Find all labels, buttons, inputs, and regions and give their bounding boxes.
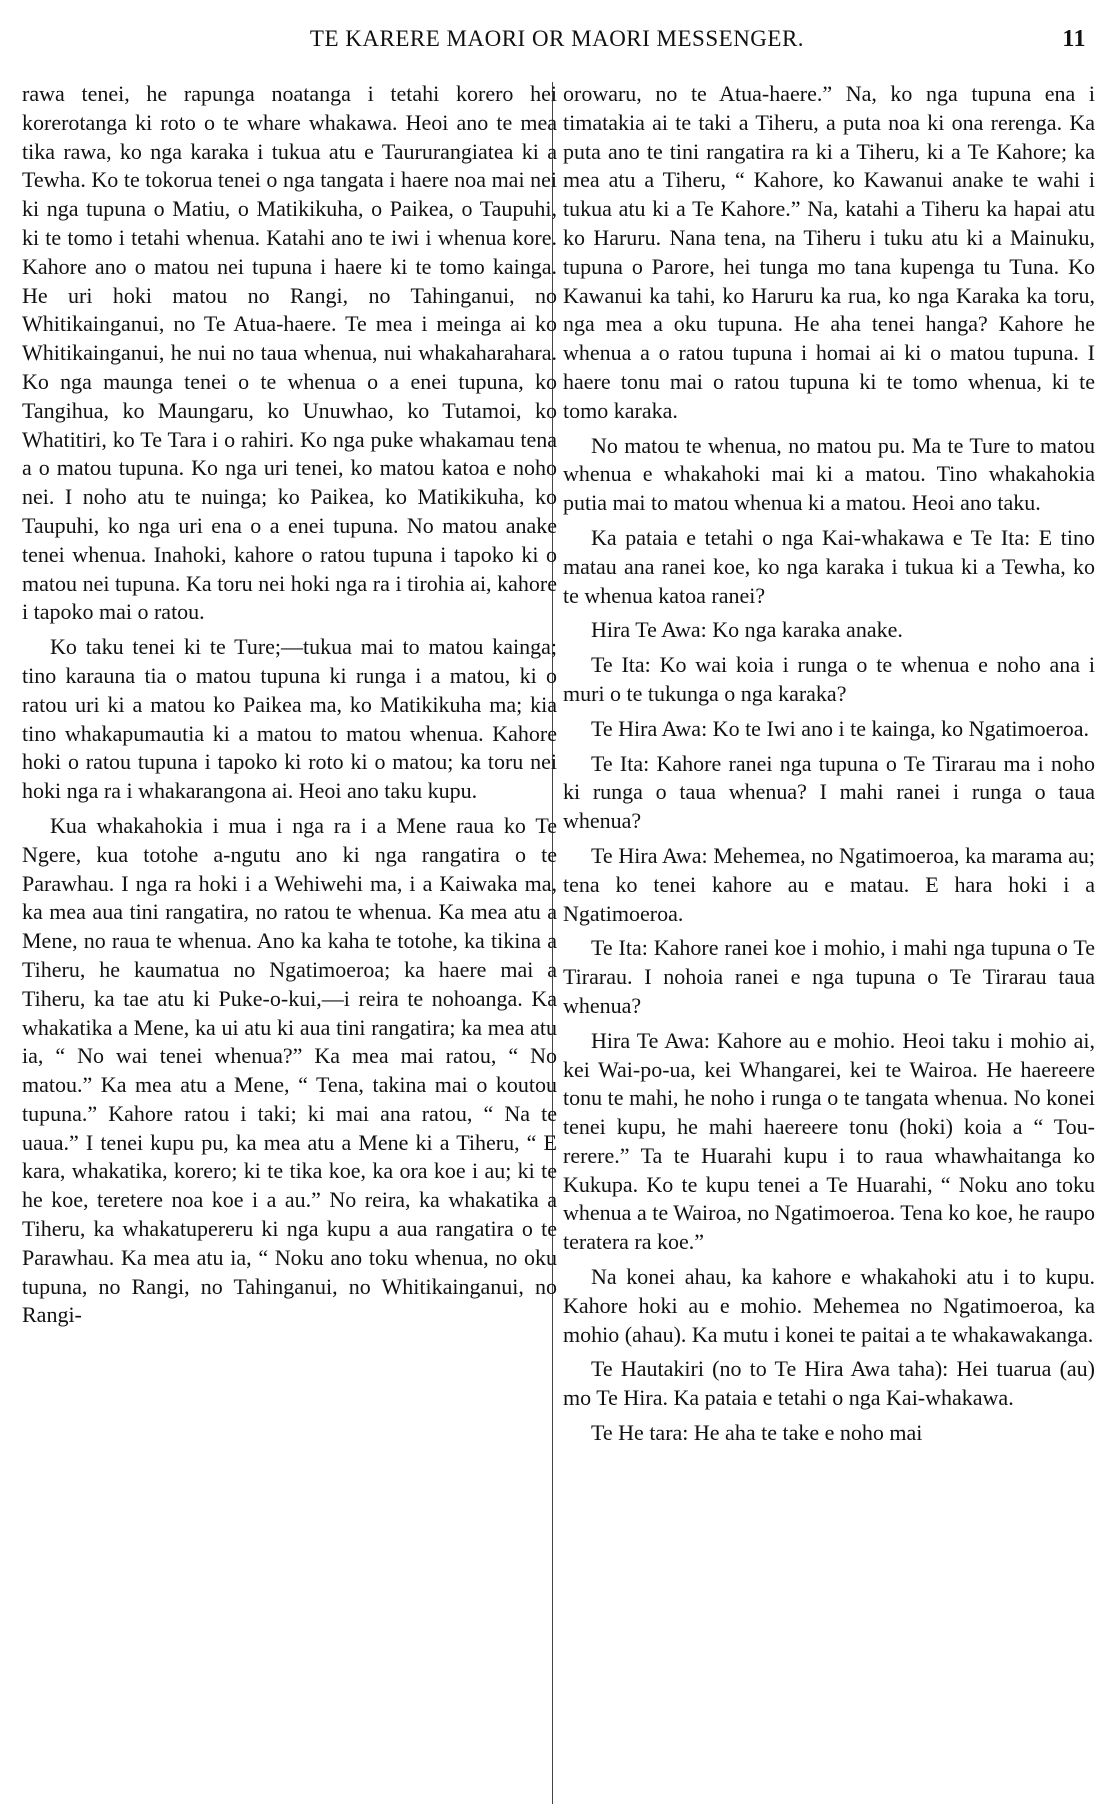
paragraph: Na konei ahau, ka kahore e whakahoki atu i to kupu. Kahore hoki au e mohio. Mehemea no Ngatimoeroa, ka mohio (ahau). Ka mutu i konei te paitai a te whakawakanga. <box>563 1264 1095 1347</box>
page-header <box>10 26 1104 60</box>
paragraph: Hira Te Awa: Kahore au e mohio. Heoi taku i mohio ai, kei Wai-po-ua, kei Whangarei, kei te Wairoa. He haereere tonu te mahi, he noho i runga o te tangata whenua. No konei tenei kupu, he mahi haereere tonu (hoki) koia a “ Tou-rerere.” Ta te Huarahi kupu i to raua whawhaitanga ko Kukupa. Ko te kupu tenei a Te Huarahi, “ Noku ano toku whenua a te Wairoa, no Ngatimoeroa. Tena ko koe, he raupo teratera ra koe.” <box>563 1027 1095 1255</box>
paragraph: orowaru, no te Atua-haere.” Na, ko nga tupuna ena i timatakia ai te taki a Tiheru, a puta noa ki ona rerenga. Ka puta ano te tini rangatira ra ki a Tiheru, ki a Te Kahore; ka mea atu a Tiheru, “ Kahore, ko Kawanui anake te wahi i tukua atu ki a Te Kahore.” Na, katahi a Tiheru ka hapai atu ko Haruru. Nana tena, na Tiheru i tuku atu ki a Mainuku, tupuna o Parore, hei tunga mo tana kupenga tu Tuna. Ko Kawanui ka tahi, ko Haruru ka rua, ko nga Karaka ka toru, nga mea a oku tupuna. He aha tenei hanga? Kahore he whenua a o ratou tupuna i homai ai ki o matou tupuna. I haere tonu mai o ratou tupuna ki te tomo whenua, ki te tomo karaka. <box>563 81 1095 423</box>
paragraph: Te Ita: Ko wai koia i runga o te whenua e noho ana i muri o te tukunga o nga karaka? <box>563 652 1095 706</box>
paragraph: Ka pataia e tetahi o nga Kai-whakawa e Te Ita: E tino matau ana ranei koe, ko nga karaka i tukua ki a Tewha, ko te whenua katoa ranei? <box>563 524 1095 608</box>
paragraph: Te Hira Awa: Ko te Iwi ano i te kainga, ko Ngatimoeroa. <box>591 715 1090 741</box>
paragraph: Te Ita: Kahore ranei koe i mohio, i mahi nga tupuna o Te Tirarau. I nohoia ranei e nga tupuna o Te Tirarau taua whenua? <box>563 935 1095 1018</box>
paragraph: Ko taku tenei ki te Ture;—tukua mai to matou kainga; tino karauna tia o matou tupuna ki runga i a matou, ki o ratou uri ki a matou ko Paikea ma, ko Matikikuha ma; kia tino whakapumautia ki a matou to matou whenua. Kahore hoki o ratou tupuna i tapoko ki roto ki o matou; ka toru nei hoki nga ra i whakarangona ai. Heoi ano taku kupu. <box>22 634 557 804</box>
paragraph: rawa tenei, he rapunga noatanga i tetahi korero hei korerotanga ki roto o te whare whakawa. Heoi ano te mea tika rawa, ko nga karaka i tukua atu e Taururangiatea ki a Tewha. Ko te tokorua tenei o nga tangata i haere noa mai nei ki nga tupuna o Matiu, o Matikikuha, o Paikea, o Taupuhi, ki te tomo i tetahi whenua. Katahi ano te iwi i whenua kore. Kahore ano o matou nei tupuna i haere ki te tomo kainga. He uri hoki matou no Rangi, no Tahinganui, no Whitikainganui, no Te Atua-haere. Te mea i meinga ai ko Whitikainganui, he nui no taua whenua, nui whakaharahara. Ko nga maunga tenei o te whenua o a enei tupuna, ko Tangihua, ko Maungaru, ko Unuwhao, ko Tutamoi, ko Whatitiri, ko Te Tara i o rahiri. Ko nga puke whakamau tena a o matou tupuna. Ko nga uri tenei, ko matou katoa e noho nei. I noho atu te nuinga; ko Paikea, ko Matikikuha, ko Taupuhi, ko nga uri ena o a enei tupuna. No matou anake tenei whenua. Inahoki, kahore o ratou tupuna i tapoko ki o matou nei tupuna. Ka toru nei hoki nga ra i tirohia ai, kahore i tapoko mai o ratou. <box>22 81 557 625</box>
page-number: 11 <box>1062 26 1086 52</box>
left-column <box>22 80 557 1336</box>
paragraph: Te Ita: Kahore ranei nga tupuna o Te Tirarau ma i noho ki runga o taua whenua? I mahi ranei i runga o taua whenua? <box>563 750 1095 834</box>
paragraph: Hira Te Awa: Ko nga karaka anake. <box>591 617 903 643</box>
paragraph: Te Hira Awa: Mehemea, no Ngatimoeroa, ka marama au; tena ko tenei kahore au e matau. E hara hoki i a Ngatimoeroa. <box>563 842 1095 926</box>
publication-title: TE KARERE MAORI OR MAORI MESSENGER. <box>309 26 805 51</box>
paragraph: Te Hautakiri (no to Te Hira Awa taha): Hei tuarua (au) mo Te Hira. Ka pataia e tetahi o nga Kai-whakawa. <box>563 1356 1095 1411</box>
right-column <box>563 80 1095 1454</box>
paragraph: Kua whakahokia i mua i nga ra i a Mene raua ko Te Ngere, kua totohe a-ngutu ano ki nga rangatira o te Parawhau. I nga ra hoki i a Wehiwehi ma, i a Kaiwaka ma, ka mea aua tini rangatira, no ratou te whenua. Ka mea atu a Mene, no raua te whenua. Ano ka kaha te totohe, ka tikina a Tiheru, he kaumatua no Ngatimoeroa; ka haere mai a Tiheru, ka tae atu ki Puke-o-kui,—i reira te nohoanga. Ka whakatika a Mene, ka ui atu ki aua tini rangatira; ka mea atu ia, “ No wai tenei whenua?” Ka mea mai ratou, “ No matou.” Ka mea atu a Mene, “ Tena, takina mai o koutou tupuna.” Kahore ratou i taki; ki mai ana ratou, “ Na te uaua.” I tenei kupu pu, ka mea atu a Mene ki a Tiheru, “ E kara, whakatika, korero; ki te tika koe, ka ora koe i au; ki te he koe, teretere noa koe i a au.” No reira, ka whakatika a Tiheru, ka whakatupereru ki nga kupu a aua rangatira o te Parawhau. Ka mea atu ia, “ Noku ano toku whenua, no oku tupuna, no Rangi, no Tahinganui, no Whitikainganui, no Rangi- <box>22 812 557 1328</box>
paragraph: No matou te whenua, no matou pu. Ma te Ture to matou whenua e whakahoki mai ki a matou. Tino whakahokia putia mai to matou whenua ki a matou. Heoi ano taku. <box>563 432 1095 516</box>
paragraph: Te He tara: He aha te take e noho mai <box>591 1420 923 1446</box>
